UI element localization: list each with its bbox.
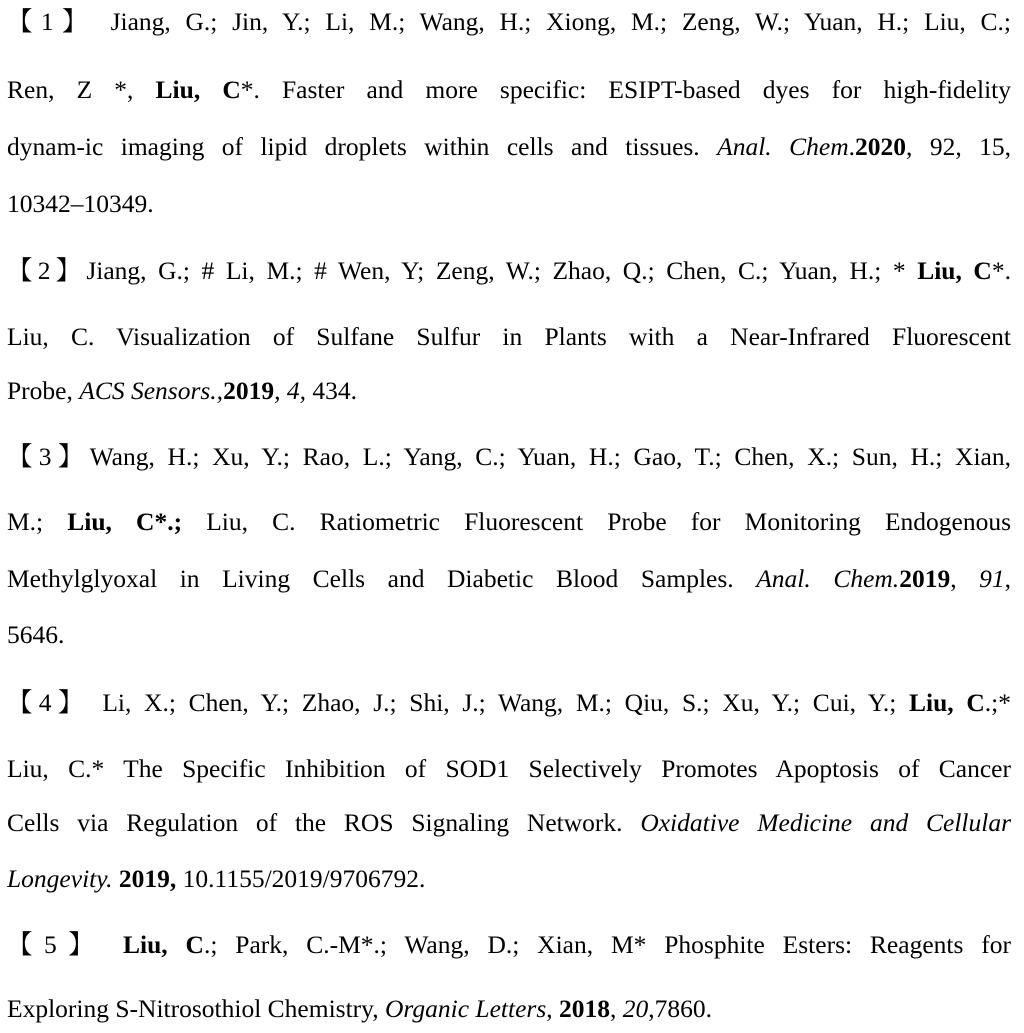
journal-name: Longevity.: [7, 864, 113, 893]
reference-text: Exploring S-Nitrosothiol Chemistry,: [7, 994, 386, 1023]
reference-text: Probe,: [7, 376, 80, 405]
reference-text: 434.: [305, 376, 357, 405]
publication-year: 2018: [559, 994, 611, 1023]
reference-text: Liu, C. Ratiometric Fluorescent Probe for Monitoring Endogenous: [182, 507, 1012, 536]
reference-text: 【4】 Li, X.; Chen, Y.; Zhao, J.; Shi, J.; Wang, M.; Qiu, S.; Xu, Y.; Cui, Y.;: [7, 688, 910, 717]
reference-4-line-2: [7, 752, 1011, 786]
reference-3-line-2: [7, 505, 1011, 539]
journal-name: Organic Letters: [385, 994, 547, 1023]
reference-text: ,: [610, 994, 623, 1023]
volume-number: 20: [622, 994, 649, 1023]
reference-4-line-4: [7, 862, 1011, 896]
volume-number: 91: [979, 564, 1005, 593]
publication-year: 2019: [223, 376, 275, 405]
reference-text: Cells via Regulation of the ROS Signaling Network.: [7, 808, 641, 837]
reference-4-line-3: [7, 806, 1011, 840]
reference-2-line-3: [7, 374, 1011, 408]
reference-5-line-2: [7, 992, 1011, 1026]
publication-year: 2020: [855, 132, 906, 161]
reference-text: 【1】 Jiang, G.; Jin, Y.; Li, M.; Wang, H.; Xiong, M.; Zeng, W.; Yuan, H.; Liu, C.;: [7, 7, 1011, 36]
author-highlight: Liu, C: [123, 930, 204, 959]
reference-1-line-3: [7, 130, 1011, 164]
reference-text: .;*: [984, 688, 1011, 717]
reference-text: ,: [1004, 564, 1011, 593]
reference-text: , 92, 15,: [906, 132, 1012, 161]
reference-1-line-1: [7, 5, 1011, 39]
reference-3-line-1: [7, 440, 1011, 474]
author-highlight: Liu, C: [917, 256, 992, 285]
reference-3-line-4: [7, 618, 1011, 652]
reference-text: Liu, C. Visualization of Sulfane Sulfur in Plants with a Near-Infrared Fluorescent: [7, 322, 1011, 351]
reference-1-line-4: [7, 187, 1011, 221]
reference-text: 10342–10349.: [7, 189, 154, 218]
reference-text: 10.1155/2019/9706792.: [176, 864, 426, 893]
reference-4-line-1: [7, 686, 1011, 720]
reference-text: 5646.: [7, 620, 65, 649]
reference-text: dynam-ic imaging of lipid droplets within cells and tissues.: [7, 132, 718, 161]
reference-text: Methylglyoxal in Living Cells and Diabetic Blood Samples.: [7, 564, 757, 593]
reference-text: Ren, Z *,: [7, 75, 156, 104]
reference-text: ,7860.: [648, 994, 713, 1023]
reference-2-line-2: [7, 320, 1011, 354]
reference-5-line-1: [7, 928, 1011, 962]
journal-name: ACS Sensors.,: [79, 376, 224, 405]
reference-text: M.;: [7, 507, 68, 536]
reference-2-line-1: [7, 254, 1011, 288]
reference-text: 【5】: [7, 930, 124, 959]
volume-number: , 4,: [274, 376, 306, 405]
reference-text: .; Park, C.-M*.; Wang, D.; Xian, M* Phosphite Esters: Reagents for: [203, 930, 1011, 959]
author-highlight: Liu, C: [909, 688, 985, 717]
reference-text: 【3】Wang, H.; Xu, Y.; Rao, L.; Yang, C.; Yuan, H.; Gao, T.; Chen, X.; Sun, H.; Xian,: [7, 442, 1011, 471]
reference-text: .: [848, 132, 855, 161]
reference-text: *. Faster and more specific: ESIPT-based dyes for high-fidelity: [240, 75, 1011, 104]
journal-name: Anal. Chem: [717, 132, 849, 161]
author-highlight: Liu, C: [155, 75, 241, 104]
reference-3-line-3: [7, 562, 1011, 596]
reference-text: *.: [991, 256, 1011, 285]
publication-year: 2019,: [118, 864, 177, 893]
publication-year: 2019: [899, 564, 951, 593]
reference-text: ,: [950, 564, 980, 593]
journal-name: Anal. Chem.: [756, 564, 900, 593]
reference-text: ,: [546, 994, 560, 1023]
journal-name: Oxidative Medicine and Cellular: [640, 808, 1012, 837]
reference-1-line-2: [7, 73, 1011, 107]
reference-text: Liu, C.* The Specific Inhibition of SOD1 Selectively Promotes Apoptosis of Cancer: [7, 754, 1011, 783]
reference-text: 【2】Jiang, G.; # Li, M.; # Wen, Y; Zeng, W.; Zhao, Q.; Chen, C.; Yuan, H.; *: [7, 256, 918, 285]
author-highlight: Liu, C*.;: [67, 507, 183, 536]
